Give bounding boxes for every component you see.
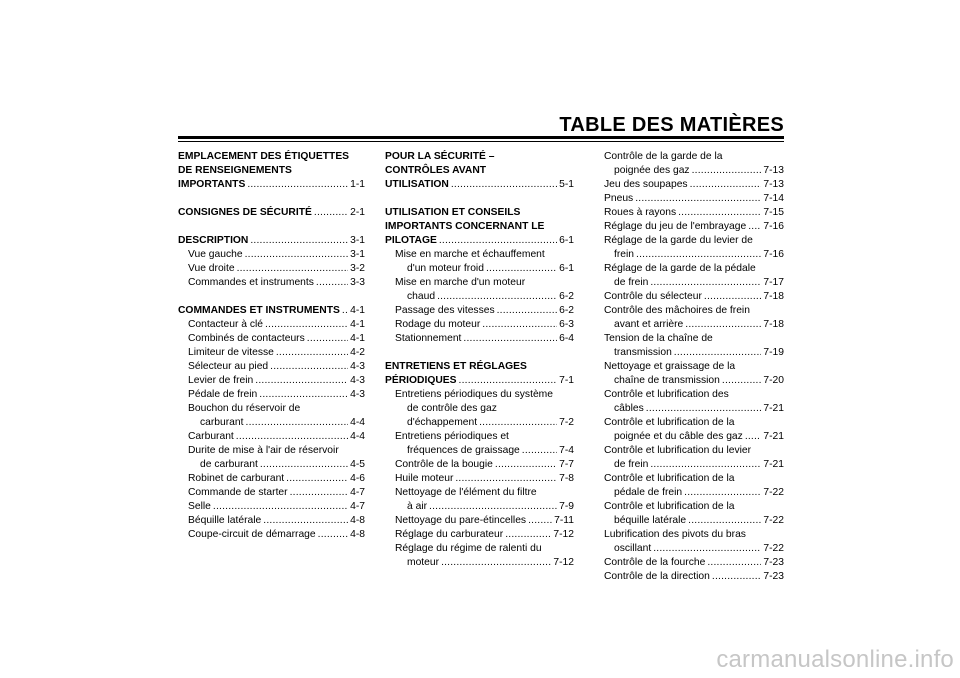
toc-entry-label: chaîne de transmission xyxy=(614,375,720,386)
toc-page-number: 3-1 xyxy=(350,249,365,260)
toc-entry-label: Jeu des soupapes xyxy=(604,179,688,190)
toc-entry-label: COMMANDES ET INSTRUMENTS xyxy=(178,305,340,316)
dot-leader xyxy=(455,472,557,486)
toc-entry-label: de frein xyxy=(614,459,649,470)
toc-spacer xyxy=(178,290,365,304)
dot-leader xyxy=(213,500,348,514)
toc-entry[interactable] xyxy=(604,458,784,472)
toc-page-number: 7-19 xyxy=(763,347,784,358)
dot-leader xyxy=(704,290,762,304)
toc-entry-label: Contrôle de la bougie xyxy=(395,459,493,470)
toc-page-number: 6-2 xyxy=(559,291,574,302)
toc-page-number: 7-2 xyxy=(559,417,574,428)
toc-entry-label: Contrôle et lubrification de la xyxy=(604,501,735,512)
toc-section-entry[interactable] xyxy=(178,234,365,248)
toc-page-number: 4-3 xyxy=(350,375,365,386)
dot-leader xyxy=(260,458,348,472)
toc-entry[interactable] xyxy=(604,570,784,584)
toc-page-number: 4-8 xyxy=(350,529,365,540)
toc-entry-label: UTILISATION xyxy=(385,179,449,190)
toc-entry-label: Contrôle et lubrification des xyxy=(604,389,729,400)
toc-page-number: 4-3 xyxy=(350,361,365,372)
toc-entry[interactable] xyxy=(385,500,574,514)
toc-page-number: 3-2 xyxy=(350,263,365,274)
dot-leader xyxy=(650,458,761,472)
toc-section-entry[interactable] xyxy=(178,206,365,220)
toc-entry-label: Durite de mise à l'air de réservoir xyxy=(188,445,339,456)
toc-entry[interactable] xyxy=(604,164,784,178)
dot-leader xyxy=(678,206,761,220)
toc-section-entry[interactable] xyxy=(385,374,574,388)
dot-leader xyxy=(692,164,762,178)
toc-entry[interactable] xyxy=(604,486,784,500)
toc-entry-label: Carburant xyxy=(188,431,234,442)
toc-entry-label: fréquences de graissage xyxy=(407,445,520,456)
dot-leader xyxy=(255,374,348,388)
toc-page-number: 3-3 xyxy=(350,277,365,288)
toc-column-1 xyxy=(178,150,365,542)
toc-entry[interactable] xyxy=(178,276,365,290)
toc-page-number: 4-4 xyxy=(350,431,365,442)
toc-entry[interactable] xyxy=(604,290,784,304)
toc-page-number: 4-2 xyxy=(350,347,365,358)
toc-page-number: 7-12 xyxy=(553,529,574,540)
dot-leader xyxy=(276,346,348,360)
dot-leader xyxy=(250,234,348,248)
toc-entry[interactable] xyxy=(178,346,365,360)
toc-entry-label: Contrôle de la garde de la xyxy=(604,151,723,162)
toc-entry[interactable] xyxy=(604,192,784,206)
toc-entry[interactable] xyxy=(178,486,365,500)
toc-entry[interactable] xyxy=(178,388,365,402)
toc-entry xyxy=(385,276,574,290)
toc-section-entry xyxy=(385,206,574,220)
toc-page-number: 7-16 xyxy=(763,221,784,232)
toc-entry-label: Contrôle et lubrification de la xyxy=(604,473,735,484)
dot-leader xyxy=(246,416,349,430)
dot-leader xyxy=(684,486,761,500)
toc-entry-label: Mise en marche et échauffement xyxy=(395,249,545,260)
toc-entry-label: Pédale de frein xyxy=(188,389,258,400)
toc-entry-label: Entretiens périodiques du système xyxy=(395,389,553,400)
dot-leader xyxy=(653,542,761,556)
toc-column-3 xyxy=(604,150,784,584)
toc-entry[interactable] xyxy=(604,374,784,388)
toc-spacer xyxy=(178,192,365,206)
dot-leader xyxy=(497,304,558,318)
toc-entry-label: de carburant xyxy=(200,459,258,470)
toc-page-number: 7-18 xyxy=(763,319,784,330)
toc-entry[interactable] xyxy=(385,318,574,332)
toc-entry[interactable] xyxy=(385,556,574,570)
dot-leader xyxy=(245,248,349,262)
toc-entry xyxy=(604,360,784,374)
toc-entry xyxy=(604,500,784,514)
toc-page-number: 4-6 xyxy=(350,473,365,484)
toc-entry-label: Réglage de la garde de la pédale xyxy=(604,263,756,274)
toc-entry[interactable] xyxy=(178,500,365,514)
dot-leader xyxy=(318,528,348,542)
toc-entry xyxy=(604,332,784,346)
toc-entry-label: de contrôle des gaz xyxy=(407,403,497,414)
toc-entry-label: Tension de la chaîne de xyxy=(604,333,713,344)
toc-entry[interactable] xyxy=(385,304,574,318)
toc-page-number: 7-16 xyxy=(763,249,784,260)
toc-page-number: 5-1 xyxy=(559,179,574,190)
toc-entry-label: Stationnement xyxy=(395,333,462,344)
dot-leader xyxy=(495,458,557,472)
toc-page-number: 7-8 xyxy=(559,473,574,484)
dot-leader xyxy=(236,430,348,444)
toc-page-number: 7-14 xyxy=(763,193,784,204)
toc-page-number: 4-1 xyxy=(350,319,365,330)
toc-entry xyxy=(604,528,784,542)
toc-entry xyxy=(604,444,784,458)
dot-leader xyxy=(722,374,762,388)
toc-entry-label: Sélecteur au pied xyxy=(188,361,269,372)
dot-leader xyxy=(286,472,348,486)
toc-entry xyxy=(604,472,784,486)
dot-leader xyxy=(237,262,349,276)
toc-spacer xyxy=(385,192,574,206)
toc-entry-label: Bouchon du réservoir de xyxy=(188,403,301,414)
toc-entry[interactable] xyxy=(178,262,365,276)
toc-entry-label: CONSIGNES DE SÉCURITÉ xyxy=(178,207,312,218)
toc-entry[interactable] xyxy=(604,346,784,360)
toc-page-number: 6-3 xyxy=(559,319,574,330)
toc-entry-label: frein xyxy=(614,249,635,260)
toc-section-entry xyxy=(385,220,574,234)
toc-page-number: 7-21 xyxy=(763,403,784,414)
toc-entry-label: transmission xyxy=(614,347,672,358)
toc-entry-label: carburant xyxy=(200,417,244,428)
dot-leader xyxy=(707,556,761,570)
toc-entry[interactable] xyxy=(178,528,365,542)
toc-entry-label: moteur xyxy=(407,557,440,568)
toc-entry xyxy=(178,402,365,416)
toc-entry-label: Pneus xyxy=(604,193,634,204)
toc-entry-label: câbles xyxy=(614,403,644,414)
toc-entry[interactable] xyxy=(604,248,784,262)
toc-entry xyxy=(604,234,784,248)
toc-entry-label: avant et arrière xyxy=(614,319,684,330)
toc-section-entry[interactable] xyxy=(385,234,574,248)
toc-entry-label: poignée des gaz xyxy=(614,165,690,176)
toc-entry[interactable] xyxy=(178,318,365,332)
toc-page-number: 7-12 xyxy=(553,557,574,568)
toc-entry[interactable] xyxy=(385,528,574,542)
dot-leader xyxy=(712,570,762,584)
toc-entry[interactable] xyxy=(604,318,784,332)
toc-entry[interactable] xyxy=(604,430,784,444)
toc-section-entry xyxy=(385,360,574,374)
toc-entry-label: Limiteur de vitesse xyxy=(188,347,274,358)
toc-page-number: 1-1 xyxy=(350,179,365,190)
toc-entry[interactable] xyxy=(385,514,574,528)
dot-leader xyxy=(263,514,348,528)
toc-page-number: 7-11 xyxy=(554,515,574,526)
toc-entry-label: poignée et du câble des gaz xyxy=(614,431,743,442)
toc-column-2 xyxy=(385,150,574,570)
toc-entry[interactable] xyxy=(178,360,365,374)
toc-entry xyxy=(604,150,784,164)
toc-entry-label: Contrôle et lubrification de la xyxy=(604,417,735,428)
toc-page-number: 7-21 xyxy=(763,431,784,442)
toc-entry-label: CONTRÔLES AVANT xyxy=(385,165,487,176)
dot-leader xyxy=(451,178,557,192)
toc-page-number: 6-1 xyxy=(559,235,574,246)
toc-page-number: 7-7 xyxy=(559,459,574,470)
dot-leader xyxy=(748,220,761,234)
toc-page-number: 6-1 xyxy=(559,263,574,274)
toc-entry[interactable] xyxy=(604,178,784,192)
dot-leader xyxy=(528,514,552,528)
toc-entry[interactable] xyxy=(178,332,365,346)
toc-entry-label: Nettoyage de l'élément du filtre xyxy=(395,487,537,498)
dot-leader xyxy=(439,234,557,248)
toc-entry xyxy=(604,416,784,430)
toc-entry[interactable] xyxy=(604,206,784,220)
toc-entry-label: IMPORTANTS xyxy=(178,179,246,190)
toc-section-entry xyxy=(385,164,574,178)
toc-section-entry xyxy=(385,150,574,164)
title-rule-thin xyxy=(178,141,784,142)
toc-page-number: 4-5 xyxy=(350,459,365,470)
toc-entry[interactable] xyxy=(385,416,574,430)
toc-entry[interactable] xyxy=(385,332,574,346)
toc-entry xyxy=(385,248,574,262)
toc-entry[interactable] xyxy=(385,444,574,458)
dot-leader xyxy=(429,500,557,514)
toc-entry-label: POUR LA SÉCURITÉ – xyxy=(385,151,495,162)
dot-leader xyxy=(314,206,348,220)
dot-leader xyxy=(342,304,348,318)
dot-leader xyxy=(307,332,348,346)
toc-page-number: 7-15 xyxy=(763,207,784,218)
dot-leader xyxy=(646,402,762,416)
dot-leader xyxy=(259,388,348,402)
toc-entry-label: Contacteur à clé xyxy=(188,319,263,330)
toc-entry[interactable] xyxy=(385,290,574,304)
dot-leader xyxy=(463,332,557,346)
toc-entry-label: Coupe-circuit de démarrage xyxy=(188,529,316,540)
toc-page-number: 4-1 xyxy=(350,333,365,344)
toc-entry[interactable] xyxy=(604,542,784,556)
toc-page-number: 7-9 xyxy=(559,501,574,512)
toc-page-number: 6-4 xyxy=(559,333,574,344)
toc-page-number: 7-21 xyxy=(763,459,784,470)
dot-leader xyxy=(522,444,557,458)
toc-section-entry[interactable] xyxy=(178,178,365,192)
dot-leader xyxy=(247,178,348,192)
watermark: carmanualsonline.info xyxy=(716,646,954,673)
toc-entry-label: Réglage du régime de ralenti du xyxy=(395,543,542,554)
toc-entry-label: béquille latérale xyxy=(614,515,687,526)
toc-page-number: 4-3 xyxy=(350,389,365,400)
toc-entry-label: Passage des vitesses xyxy=(395,305,495,316)
toc-page-number: 7-23 xyxy=(763,557,784,568)
toc-page-number: 4-1 xyxy=(350,305,365,316)
toc-entry[interactable] xyxy=(604,514,784,528)
page-title: TABLE DES MATIÈRES xyxy=(559,114,784,136)
toc-entry-label: Vue gauche xyxy=(188,249,243,260)
toc-page-number: 7-4 xyxy=(559,445,574,456)
toc-entry-label: Contrôle et lubrification du levier xyxy=(604,445,752,456)
toc-entry[interactable] xyxy=(604,402,784,416)
toc-page-number: 7-17 xyxy=(763,277,784,288)
dot-leader xyxy=(636,248,761,262)
toc-section-entry xyxy=(178,150,365,164)
toc-entry xyxy=(604,388,784,402)
toc-entry[interactable] xyxy=(178,514,365,528)
dot-leader xyxy=(674,346,762,360)
dot-leader xyxy=(265,318,348,332)
toc-page-number: 7-13 xyxy=(763,165,784,176)
toc-page-number: 7-13 xyxy=(763,179,784,190)
toc-entry[interactable] xyxy=(385,262,574,276)
toc-entry-label: Roues à rayons xyxy=(604,207,677,218)
toc-section-entry xyxy=(178,164,365,178)
toc-entry-label: Contrôle de la direction xyxy=(604,571,710,582)
toc-entry-label: Rodage du moteur xyxy=(395,319,481,330)
toc-page-number: 4-7 xyxy=(350,487,365,498)
dot-leader xyxy=(316,276,348,290)
dot-leader xyxy=(690,178,762,192)
toc-entry-label: Contrôle des mâchoires de frein xyxy=(604,305,750,316)
toc-entry[interactable] xyxy=(178,472,365,486)
toc-entry xyxy=(178,444,365,458)
toc-entry-label: Entretiens périodiques et xyxy=(395,431,509,442)
toc-entry xyxy=(385,430,574,444)
toc-entry[interactable] xyxy=(604,276,784,290)
toc-page-number: 7-22 xyxy=(763,487,784,498)
toc-page-number: 7-1 xyxy=(559,375,574,386)
toc-entry-label: chaud xyxy=(407,291,436,302)
dot-leader xyxy=(441,556,551,570)
dot-leader xyxy=(650,276,761,290)
toc-entry-label: EMPLACEMENT DES ÉTIQUETTES xyxy=(178,151,350,162)
toc-page-number: 7-20 xyxy=(763,375,784,386)
toc-entry-label: Réglage du carburateur xyxy=(395,529,504,540)
toc-entry-label: Réglage de la garde du levier de xyxy=(604,235,753,246)
toc-page-number: 7-23 xyxy=(763,571,784,582)
toc-entry-label: Béquille latérale xyxy=(188,515,262,526)
toc-entry-label: Vue droite xyxy=(188,263,235,274)
toc-entry-label: Selle xyxy=(188,501,211,512)
dot-leader xyxy=(270,360,348,374)
toc-spacer xyxy=(178,220,365,234)
toc-page-number: 7-18 xyxy=(763,291,784,302)
dot-leader xyxy=(688,514,761,528)
toc-entry xyxy=(604,262,784,276)
toc-entry-label: d'échappement xyxy=(407,417,478,428)
toc-page-number: 4-8 xyxy=(350,515,365,526)
toc-entry-label: de frein xyxy=(614,277,649,288)
toc-entry xyxy=(385,402,574,416)
toc-entry xyxy=(604,304,784,318)
toc-entry-label: pédale de frein xyxy=(614,487,683,498)
toc-entry[interactable] xyxy=(385,472,574,486)
toc-entry xyxy=(385,388,574,402)
dot-leader xyxy=(635,192,761,206)
dot-leader xyxy=(482,318,557,332)
toc-page-number: 7-22 xyxy=(763,515,784,526)
toc-entry[interactable] xyxy=(178,248,365,262)
toc-section-entry[interactable] xyxy=(178,304,365,318)
dot-leader xyxy=(505,528,551,542)
toc-entry-label: Nettoyage et graissage de la xyxy=(604,361,736,372)
dot-leader xyxy=(745,430,762,444)
toc-entry-label: d'un moteur froid xyxy=(407,263,484,274)
toc-entry-label: IMPORTANTS CONCERNANT LE xyxy=(385,221,545,232)
toc-entry-label: Commandes et instruments xyxy=(188,277,314,288)
toc-page-number: 2-1 xyxy=(350,207,365,218)
toc-entry xyxy=(385,542,574,556)
dot-leader xyxy=(486,262,557,276)
toc-entry xyxy=(385,486,574,500)
toc-entry[interactable] xyxy=(178,458,365,472)
toc-entry-label: ENTRETIENS ET RÉGLAGES xyxy=(385,361,527,372)
toc-entry-label: Combinés de contacteurs xyxy=(188,333,305,344)
toc-entry-label: DE RENSEIGNEMENTS xyxy=(178,165,292,176)
toc-spacer xyxy=(385,346,574,360)
toc-entry-label: Robinet de carburant xyxy=(188,473,285,484)
dot-leader xyxy=(479,416,557,430)
toc-page-number: 6-2 xyxy=(559,305,574,316)
toc-page-number: 4-7 xyxy=(350,501,365,512)
toc-entry-label: oscillant xyxy=(614,543,652,554)
toc-entry-label: PILOTAGE xyxy=(385,235,437,246)
toc-page-number: 7-22 xyxy=(763,543,784,554)
toc-entry-label: Réglage du jeu de l'embrayage xyxy=(604,221,747,232)
toc-entry-label: UTILISATION ET CONSEILS xyxy=(385,207,521,218)
dot-leader xyxy=(290,486,349,500)
toc-entry-label: Levier de frein xyxy=(188,375,254,386)
toc-page-number: 4-4 xyxy=(350,417,365,428)
toc-entry-label: DESCRIPTION xyxy=(178,235,249,246)
dot-leader xyxy=(459,374,558,388)
toc-entry[interactable] xyxy=(178,416,365,430)
toc-entry-label: PÉRIODIQUES xyxy=(385,375,457,386)
toc-entry[interactable] xyxy=(178,374,365,388)
toc-entry[interactable] xyxy=(604,556,784,570)
dot-leader xyxy=(437,290,557,304)
toc-entry-label: Lubrification des pivots du bras xyxy=(604,529,746,540)
toc-entry-label: Huile moteur xyxy=(395,473,454,484)
toc-entry-label: Contrôle de la fourche xyxy=(604,557,706,568)
toc-entry-label: Commande de starter xyxy=(188,487,288,498)
dot-leader xyxy=(685,318,761,332)
toc-entry-label: Mise en marche d'un moteur xyxy=(395,277,526,288)
toc-entry-label: Nettoyage du pare-étincelles xyxy=(395,515,527,526)
toc-section-entry[interactable] xyxy=(385,178,574,192)
toc-page-number: 3-1 xyxy=(350,235,365,246)
toc-entry-label: Contrôle du sélecteur xyxy=(604,291,702,302)
title-rule-thick xyxy=(178,136,784,139)
toc-entry-label: à air xyxy=(407,501,428,512)
toc-entry[interactable] xyxy=(604,220,784,234)
toc-entry[interactable] xyxy=(385,458,574,472)
toc-entry[interactable] xyxy=(178,430,365,444)
